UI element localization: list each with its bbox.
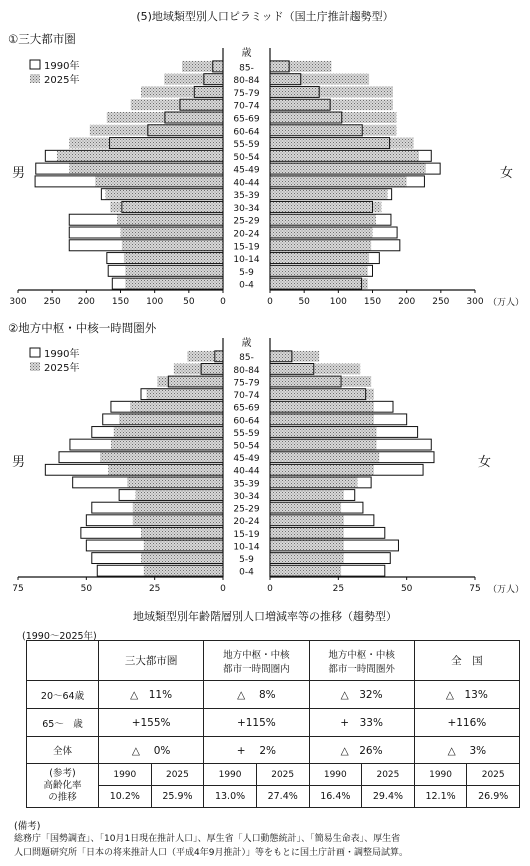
age-tick-label: 35-39 xyxy=(233,479,260,490)
female-x-tick-label: 50 xyxy=(298,297,310,307)
male-2025-bar xyxy=(114,427,223,438)
female-x-tick-label: 200 xyxy=(398,297,416,307)
female-x-tick-label: 50 xyxy=(400,584,413,594)
female-2025-bar xyxy=(270,439,377,450)
aging-rate-cell: 10.2% xyxy=(99,786,152,808)
male-2025-bar xyxy=(157,376,223,387)
age-tick-label: 45-49 xyxy=(233,454,260,465)
male-2025-bar xyxy=(136,490,223,501)
age-tick-label: 40-44 xyxy=(233,466,260,477)
corner-cell xyxy=(27,641,99,681)
age-tick-label: 0-4 xyxy=(239,280,254,291)
year-cell: 1990 xyxy=(99,764,152,786)
female-2025-bar xyxy=(270,99,393,110)
male-2025-bar xyxy=(146,389,223,400)
male-2025-bar xyxy=(119,414,223,425)
male-2025-bar xyxy=(100,452,223,463)
male-2025-bar xyxy=(125,265,223,276)
pyramid2-subtitle: ②地方中枢・中核一時間圏外 xyxy=(8,321,157,335)
col-header: 地方中枢・中核 都市一時間圏内 xyxy=(204,641,309,681)
male-2025-bar xyxy=(130,401,223,412)
pyramid2-chart xyxy=(0,330,530,596)
female-2025-bar xyxy=(270,112,396,123)
legend-1990-label: 1990年 xyxy=(44,61,80,72)
female-2025-bar xyxy=(270,214,376,225)
age-tick-label: 70-74 xyxy=(233,391,260,402)
year-cell: 1990 xyxy=(309,764,362,786)
female-2025-bar xyxy=(270,565,341,576)
female-2025-bar xyxy=(270,189,388,200)
male-2025-bar xyxy=(141,527,223,538)
male-2025-bar xyxy=(111,439,223,450)
year-cell: 1990 xyxy=(204,764,257,786)
age-tick-label: 20-24 xyxy=(233,517,260,528)
age-header: 歳 xyxy=(241,48,252,59)
female-2025-bar xyxy=(270,61,332,72)
age-tick-label: 10-14 xyxy=(233,542,260,553)
age-tick-label: 5-9 xyxy=(239,267,254,278)
age-tick-label: 55-59 xyxy=(233,140,260,151)
female-2025-bar xyxy=(270,351,319,362)
male-2025-bar xyxy=(122,240,223,251)
female-2025-bar xyxy=(270,527,344,538)
age-tick-label: 80-84 xyxy=(233,76,260,87)
aging-rate-cell: 13.0% xyxy=(204,786,257,808)
pyramid2-male-label: 男 xyxy=(12,455,26,470)
male-2025-bar xyxy=(141,553,223,564)
female-2025-bar xyxy=(270,553,344,564)
pyramid1-chart xyxy=(0,40,530,310)
male-2025-bar xyxy=(182,61,223,72)
legend-2025-swatch xyxy=(30,74,40,83)
legend-1990-swatch xyxy=(30,348,40,357)
aging-rate-cell: 16.4% xyxy=(309,786,362,808)
male-x-tick-label: 300 xyxy=(9,297,27,307)
age-tick-label: 20-24 xyxy=(233,229,260,240)
female-2025-bar xyxy=(270,201,381,212)
male-2025-bar xyxy=(69,138,223,149)
female-2025-bar xyxy=(270,163,426,174)
female-x-tick-label: 300 xyxy=(466,297,484,307)
table-cell: △ 13% xyxy=(414,681,519,709)
male-2025-bar xyxy=(90,125,223,136)
age-tick-label: 25-29 xyxy=(233,504,260,515)
female-x-tick-label: 25 xyxy=(332,584,345,594)
male-2025-bar xyxy=(108,464,223,475)
table-cell: +116% xyxy=(414,709,519,737)
male-2025-bar xyxy=(110,201,223,212)
legend-2025-swatch xyxy=(30,362,40,371)
table-cell: △ 26% xyxy=(309,737,414,764)
female-x-tick-label: 150 xyxy=(363,297,382,307)
rate-table-period: (1990～2025年) xyxy=(22,631,97,642)
row-label: 65～ 歳 xyxy=(27,709,99,737)
age-tick-label: 5-9 xyxy=(239,555,254,566)
table-cell: △ 11% xyxy=(99,681,204,709)
male-x-tick-label: 75 xyxy=(12,584,24,594)
female-2025-bar xyxy=(270,86,393,97)
age-tick-label: 65-69 xyxy=(233,114,260,125)
table-cell: △ 0% xyxy=(99,737,204,764)
row-label: 全体 xyxy=(27,737,99,764)
age-tick-label: 60-64 xyxy=(233,416,260,427)
aging-rate-cell: 25.9% xyxy=(151,786,204,808)
age-tick-label: 15-19 xyxy=(233,242,260,253)
female-2025-bar xyxy=(270,477,357,488)
female-2025-bar xyxy=(270,490,344,501)
unit-label: （万人） xyxy=(488,298,525,308)
female-x-tick-label: 250 xyxy=(432,297,450,307)
aging-rate-cell: 26.9% xyxy=(467,786,520,808)
male-2025-bar xyxy=(57,150,223,161)
male-x-tick-label: 200 xyxy=(77,297,95,307)
male-x-tick-label: 150 xyxy=(111,297,130,307)
col-header: 地方中枢・中核 都市一時間圏外 xyxy=(309,641,414,681)
aging-rate-cell: 12.1% xyxy=(414,786,467,808)
female-2025-bar xyxy=(270,150,419,161)
year-cell: 2025 xyxy=(467,764,520,786)
female-2025-bar xyxy=(270,363,360,374)
legend xyxy=(30,59,79,86)
female-2025-bar xyxy=(270,389,374,400)
female-2025-bar xyxy=(270,253,369,264)
age-tick-label: 30-34 xyxy=(233,203,260,214)
female-2025-bar xyxy=(270,138,414,149)
female-x-tick-label: 75 xyxy=(469,584,481,594)
row-label: 20～64歳 xyxy=(27,681,99,709)
male-x-tick-label: 25 xyxy=(148,584,161,594)
male-2025-bar xyxy=(133,502,223,513)
male-x-tick-label: 0 xyxy=(220,297,226,307)
year-cell: 1990 xyxy=(414,764,467,786)
female-2025-bar xyxy=(270,452,379,463)
male-2025-bar xyxy=(131,99,223,110)
age-tick-label: 55-59 xyxy=(233,428,260,439)
female-2025-bar xyxy=(270,502,341,513)
female-2025-bar xyxy=(270,414,374,425)
year-cell: 2025 xyxy=(362,764,415,786)
notes-line2: 人口問題研究所「日本の将来推計人口（平成4年9月推計）」等をもとに国土庁計画・調整局試算。 xyxy=(14,848,408,858)
table-cell: △ 32% xyxy=(309,681,414,709)
year-cell: 2025 xyxy=(151,764,204,786)
female-x-tick-label: 100 xyxy=(329,297,347,307)
male-2025-bar xyxy=(133,515,223,526)
aging-rate-cell: 27.4% xyxy=(256,786,309,808)
female-2025-bar xyxy=(270,176,407,187)
female-2025-bar xyxy=(270,464,374,475)
female-2025-bar xyxy=(270,125,396,136)
age-header: 歳 xyxy=(241,338,252,349)
male-x-tick-label: 0 xyxy=(220,584,226,594)
female-2025-bar xyxy=(270,227,373,238)
age-tick-label: 15-19 xyxy=(233,529,260,540)
male-2025-bar xyxy=(187,351,223,362)
female-x-tick-label: 0 xyxy=(267,297,273,307)
legend-1990-label: 1990年 xyxy=(44,349,80,360)
table-cell: + 33% xyxy=(309,709,414,737)
male-2025-bar xyxy=(95,176,223,187)
male-x-tick-label: 50 xyxy=(80,584,93,594)
age-tick-label: 85- xyxy=(239,63,254,74)
male-x-tick-label: 50 xyxy=(183,297,195,307)
pyramid1-male-label: 男 xyxy=(12,166,26,181)
aging-rate-cell: 29.4% xyxy=(362,786,415,808)
male-2025-bar xyxy=(174,363,223,374)
female-2025-bar xyxy=(270,265,368,276)
age-tick-label: 80-84 xyxy=(233,365,260,376)
male-2025-bar xyxy=(117,214,223,225)
female-2025-bar xyxy=(270,376,371,387)
age-tick-label: 10-14 xyxy=(233,255,260,266)
age-tick-label: 30-34 xyxy=(233,491,260,502)
male-2025-bar xyxy=(144,540,223,551)
col-header: 全 国 xyxy=(414,641,519,681)
unit-label: （万人） xyxy=(488,585,525,595)
male-2025-bar xyxy=(69,163,223,174)
pyramid2-female-label: 女 xyxy=(478,455,492,470)
page-title: (5)地域類型別人口ピラミッド（国土庁推計趨勢型） xyxy=(136,10,394,23)
male-x-tick-label: 250 xyxy=(43,297,61,307)
male-x-tick-label: 100 xyxy=(146,297,164,307)
notes-heading: (備考) xyxy=(14,821,41,832)
age-tick-label: 75-79 xyxy=(233,378,260,389)
female-2025-bar xyxy=(270,401,374,412)
age-tick-label: 75-79 xyxy=(233,88,260,99)
table-cell: △ 3% xyxy=(414,737,519,764)
female-2025-bar xyxy=(270,240,371,251)
pyramid1-female-label: 女 xyxy=(500,166,514,181)
female-2025-bar xyxy=(270,278,368,289)
male-2025-bar xyxy=(141,86,223,97)
male-2025-bar xyxy=(121,227,224,238)
table-cell: +115% xyxy=(204,709,309,737)
age-tick-label: 25-29 xyxy=(233,216,260,227)
legend-2025-label: 2025年 xyxy=(44,75,80,86)
female-2025-bar xyxy=(270,74,369,85)
age-tick-label: 40-44 xyxy=(233,178,260,189)
age-tick-label: 60-64 xyxy=(233,127,260,138)
female-2025-bar xyxy=(270,427,377,438)
male-2025-bar xyxy=(125,278,223,289)
male-2025-bar xyxy=(105,189,223,200)
legend-2025-label: 2025年 xyxy=(44,363,80,374)
col-header: 三大都市圏 xyxy=(99,641,204,681)
age-tick-label: 50-54 xyxy=(233,152,260,163)
age-tick-label: 45-49 xyxy=(233,165,260,176)
female-2025-bar xyxy=(270,540,344,551)
male-2025-bar xyxy=(164,74,223,85)
aging-rate-label: (参考) 高齢化率 の推移 xyxy=(27,764,99,808)
male-2025-bar xyxy=(127,477,223,488)
age-tick-label: 65-69 xyxy=(233,403,260,414)
age-tick-label: 70-74 xyxy=(233,101,260,112)
table-cell: + 2% xyxy=(204,737,309,764)
female-2025-bar xyxy=(270,515,344,526)
legend-1990-swatch xyxy=(30,60,40,69)
age-tick-label: 0-4 xyxy=(239,567,254,578)
rate-table-title: 地域類型別年齢階層別人口増減率等の推移（趨勢型） xyxy=(133,610,397,623)
notes-line1: 総務庁「国勢調査」、「10月1日現在推計人口」、厚生省「人口動態統計」、「簡易生命表」、厚生省 xyxy=(14,834,401,844)
male-2025-bar xyxy=(144,565,223,576)
female-x-tick-label: 0 xyxy=(267,584,273,594)
male-2025-bar xyxy=(124,253,223,264)
age-tick-label: 35-39 xyxy=(233,191,260,202)
rate-table xyxy=(26,640,520,808)
pyramid1-subtitle: ①三大都市圏 xyxy=(8,32,76,46)
table-cell: △ 8% xyxy=(204,681,309,709)
table-cell: +155% xyxy=(99,709,204,737)
age-tick-label: 85- xyxy=(239,353,254,364)
age-tick-label: 50-54 xyxy=(233,441,260,452)
year-cell: 2025 xyxy=(256,764,309,786)
legend xyxy=(30,347,79,374)
